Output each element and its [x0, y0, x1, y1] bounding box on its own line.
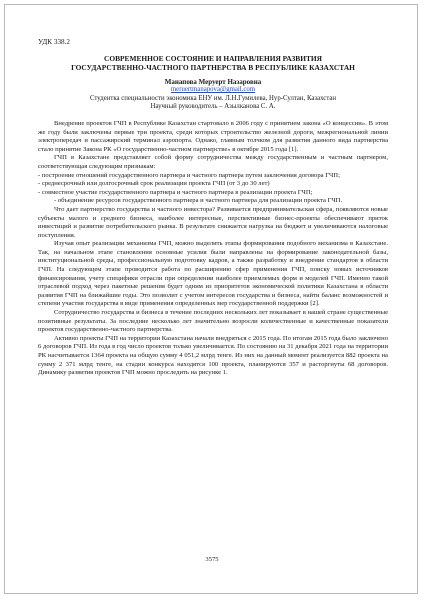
author-name: Манапова Меруерт Назаровна — [164, 77, 262, 86]
author-email-link[interactable]: meruertmanapova@gmail.com — [170, 86, 256, 94]
author-affiliation: Студентка специальности экономика ЕНУ им. Л.Н.Гумилева, Нур-Султан, Казахстан — [89, 94, 337, 102]
list-item-2: - среднесрочный или долгосрочный срок реализации проекта ГЧП (от 3 до 30 лет) — [38, 180, 270, 188]
article-title — [38, 54, 388, 72]
title-line-2: ГОСУДАРСТВЕННО-ЧАСТНОГО ПАРТНЕРСТВА В РЕСПУБЛИКЕ КАЗАХСТАН — [71, 62, 355, 72]
paragraph-5: Сотрудничество государства и бизнеса в течение последних нескольких лет показывает в нашей стране существенные позитивные результаты. За последние несколько лет значительно возросли количественные и качественные показатели проектов государственно-частного партнерства. — [38, 309, 388, 334]
paragraph-6: Активно проекты ГЧП на территории Казахстана начали внедряться с 2015 года. По итогам 2015 года было заключено 6 договоров ГЧП. Из года в год число проектов только увеличивается. По состоянию на 31 декабря 2021 года на территории РК насчитывается 1364 проекта на общую сумму 4 051,2 млрд тенге. Из них на данный момент реализуется 882 проекта на сумму 2 371 млрд тенге, на стадии конкурса находятся 100 проекта, планируются 357 и расторгнуты 68 договоров. Динамику развития проектов ГЧП можно проследить на рисунке 1. — [38, 334, 388, 377]
list-item-4: - объединение ресурсов государственного партнера и частного партнера для реализации проекта ГЧП. — [54, 197, 343, 205]
paragraph-2: ГЧП в Казахстане представляет собой форму сотрудничества между государственным и частным партнером, соответствующая следующим признакам: — [38, 154, 388, 170]
page-number: 3575 — [205, 556, 219, 563]
paragraph-3: Что дает партнерство государства и частного инвестора? Развивается предпринимательская сфера, появляются новые субъекты малого и среднего бизнеса, наиболее интересные, перспективные бизнес-проекты обеспечивают приток инвестиций и развитие потребительского рынка. В результате снижается нагрузка на бюджет и увеличиваются налоговые поступления. — [38, 205, 388, 239]
scientific-advisor: Научный руководитель – Азылканова С. А. — [150, 103, 276, 111]
paragraph-4: Изучая опыт реализации механизма ГЧП, можно выделить этапы формирования подобного механизма в Казахстане. Так, на начальном этапе становления основные усилия были направлены на формирование законодательной базы, институциональной среды, профессиональную подготовку кадров, а также разработку и внедрение стандартов в области ГЧП. На следующем этапе проводится работа по расширению сфер применения ГЧП, поиску новых источников финансирования, учету специфики отрасли при определении наиболее приемлемых форм и моделей ГЧП. Именно такой отраслевой подход через пакетные решения будет одним из приоритетов экономической политики Казахстана в области развития ГЧП на ближайшие годы. Это позволит с учетом интересов государства и бизнеса, найти баланс возможностей и степени участия государства в виде применения определенных мер государственной поддержки [2]. — [38, 240, 388, 308]
udk-code: УДК 338.2 — [38, 38, 71, 46]
document-page — [38, 38, 388, 378]
title-line-1: СОВРЕМЕННОЕ СОСТОЯНИЕ И НАПРАВЛЕНИЯ РАЗВИТИЯ — [104, 53, 322, 63]
paragraph-1: Внедрение проектов ГЧП в Республике Казахстан стартовало в 2006 году с принятием закона «О концессии». В этом же году были заключены первые три проекта, среди которых строительство железной дороги, межрегиональной линии электропередач и пассажирский терминал аэропорта. Однако, главным толчком для развития данного вида партнерства стало принятие Закона РК «О государственно-частном партнерстве» в октябре 2015 года [1]. — [38, 119, 388, 153]
list-item-3: - совместное участие государственного партнера и частного партнера в реализации проекта ГЧП; — [38, 188, 313, 196]
list-item-1: - построение отношений государственного партнера и частного партнера путем заключения договора ГЧП; — [38, 171, 340, 179]
